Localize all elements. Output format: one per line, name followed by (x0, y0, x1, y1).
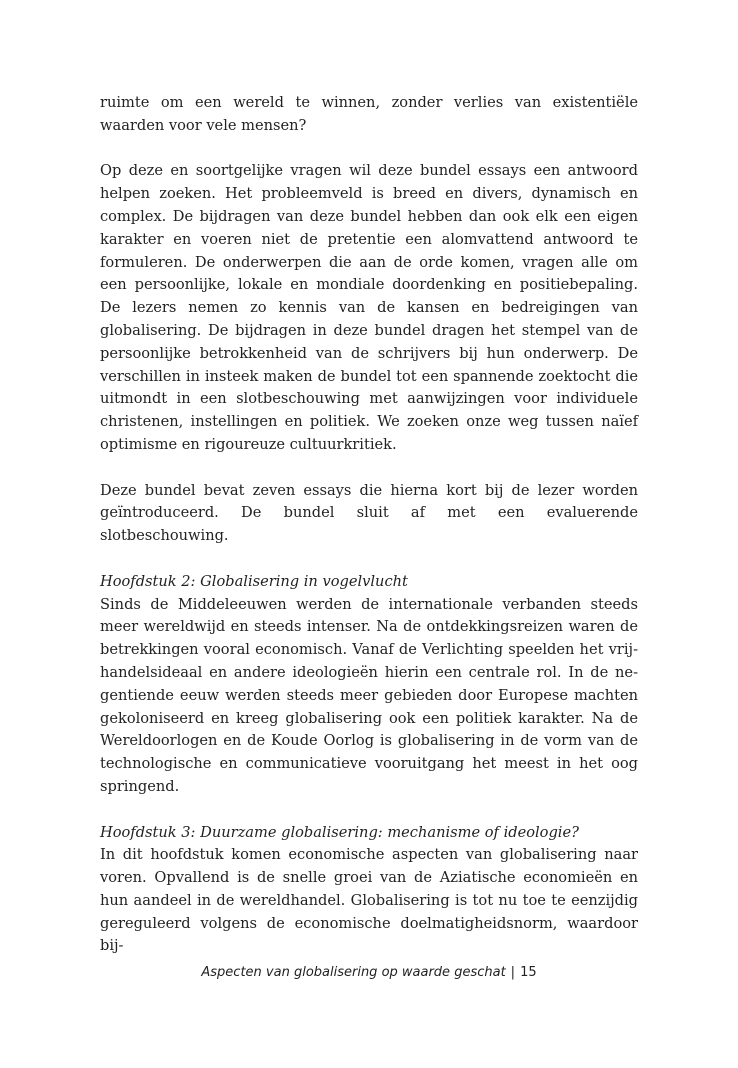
chapter-3-heading: Hoofdstuk 3: Duurzame globalisering: mechanisme of ideologie? (100, 823, 579, 841)
paragraph-1: ruimte om een wereld te winnen, zonder verlies van existentiële waarden voor vele mensen? (100, 94, 638, 134)
paragraph-2: Op deze en soortgelijke vragen wil deze bundel essays een antwoord helpen zoeken. Het probleemveld is breed en divers, dynamisch en complex. De bijdragen van deze bundel hebben dan ook elk een eigen karakter en voeren niet de pretentie een alomvattend antwoord te formuleren. De onderwerpen die aan de orde komen, vragen alle om een persoonlijke, lokale en mondiale doordenking en positiebepaling. De lezers nemen zo kennis van de kansen en bedreigingen van globalisering. De bijdragen in deze bundel dragen het stempel van de persoonlijke betrokkenheid van de schrijvers bij hun onderwerp. De verschillen in insteek maken de bundel tot een spannende zoektocht die uitmondt in een slotbeschouwing met aanwijzingen voor individuele christenen, instellingen en politiek. We zoeken onze weg tussen naïef optimisme en rigoureuze cultuurkritiek. (100, 162, 638, 453)
footer-separator: | (510, 965, 516, 980)
page-body (100, 92, 638, 958)
page-footer (0, 965, 738, 980)
paragraph-5: In dit hoofdstuk komen economische aspecten van globalisering naar voren. Opvallend is de snelle groei van de Aziatische economieën en hun aandeel in de wereldhandel. Globalisering is tot nu toe te eenzijdig gereguleerd volgens de economische doelmatigheidsnorm, waardoor bij- (100, 846, 638, 955)
page-number: 15 (520, 965, 537, 980)
running-title: Aspecten van globalisering op waarde geschat (201, 965, 506, 980)
paragraph-3: Deze bundel bevat zeven essays die hierna kort bij de lezer worden geïntroduceerd. De bundel sluit af met een evaluerende slotbeschouwing. (100, 481, 638, 545)
paragraph-4: Sinds de Middeleeuwen werden de internationale verbanden steeds meer wereldwijd en steeds intenser. Na de ontdekkingsreizen waren de betrekkingen vooral economisch. Vanaf de Verlichting speelden het vrijhandelsideaal en andere ideologieën hierin een centrale rol. In de negentiende eeuw werden steeds meer gebieden door Europese machten gekoloniseerd en kreeg globalisering ook een politiek karakter. Na de Wereldoorlogen en de Koude Oorlog is globalisering in de vorm van de technologische en communicatieve vooruitgang het meest in het oog springend. (100, 595, 638, 795)
chapter-2-heading: Hoofdstuk 2: Globalisering in vogelvlucht (100, 572, 408, 590)
